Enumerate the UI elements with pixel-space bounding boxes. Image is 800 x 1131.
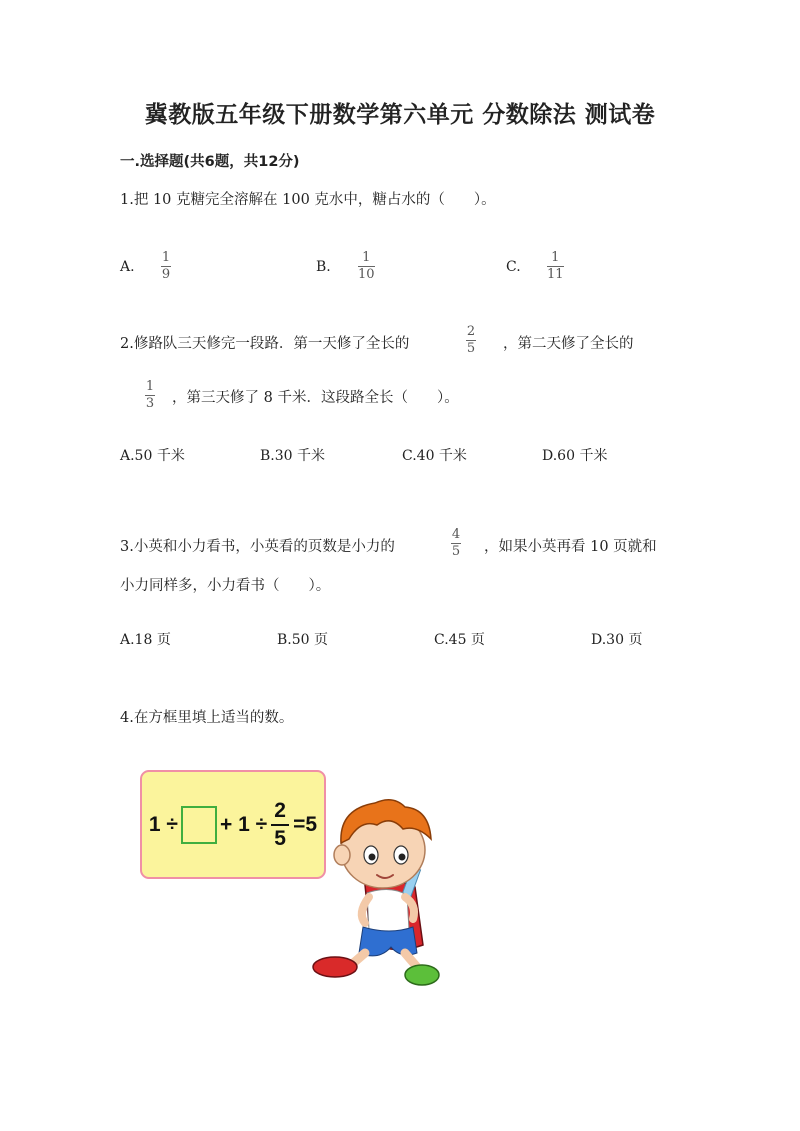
- fraction-denominator: 5: [451, 544, 461, 559]
- q2-fraction-1: [466, 325, 476, 356]
- fraction-denominator: 3: [145, 396, 155, 411]
- expr-part-1: 1 ÷: [148, 812, 178, 836]
- q1-option-c-fraction: [547, 251, 564, 282]
- question-2-text-b: ，第二天修了全长的: [503, 336, 634, 352]
- fraction-numerator: 4: [451, 527, 461, 542]
- boy-illustration: [305, 795, 455, 995]
- q2-option-a: A.50 千米: [120, 448, 185, 464]
- q3-option-d: D.30 页: [591, 632, 643, 648]
- q3-option-a: A.18 页: [120, 632, 171, 648]
- fraction-denominator: 5: [466, 341, 476, 356]
- section-heading: 一.选择题(共6题，共12分): [120, 154, 300, 170]
- question-4-text: 4.在方框里填上适当的数。: [120, 710, 294, 726]
- q1-option-b-fraction: [358, 251, 375, 282]
- q3-option-c: C.45 页: [434, 632, 485, 648]
- question-3-text-b: ，如果小英再看 10 页就和: [484, 539, 657, 555]
- expr-fraction: [271, 800, 289, 850]
- question-3-text-a: 3.小英和小力看书，小英看的页数是小力的: [120, 539, 395, 555]
- q2-option-d: D.60 千米: [542, 448, 608, 464]
- fraction-denominator: 10: [358, 267, 375, 282]
- page-title: 冀教版五年级下册数学第六单元 分数除法 测试卷: [144, 102, 656, 128]
- expr-part-3: =5: [293, 812, 318, 836]
- q1-option-c-label: C.: [506, 259, 521, 275]
- q1-option-a-fraction: [161, 251, 171, 282]
- fraction-numerator: 2: [274, 798, 286, 822]
- fraction-numerator: 1: [161, 250, 171, 265]
- equation-expression: [142, 772, 324, 877]
- q3-fraction: [451, 528, 461, 559]
- q2-fraction-2: [145, 380, 155, 411]
- fraction-numerator: 1: [145, 379, 155, 394]
- question-3-text-c: 小力同样多，小力看书（ ）。: [120, 578, 331, 594]
- answer-box[interactable]: [181, 806, 217, 844]
- q3-option-b: B.50 页: [277, 632, 329, 648]
- fraction-denominator: 9: [161, 267, 171, 282]
- fraction-denominator: 5: [274, 826, 286, 850]
- fraction-denominator: 11: [547, 267, 564, 282]
- q2-option-c: C.40 千米: [402, 448, 467, 464]
- fraction-numerator: 2: [466, 324, 476, 339]
- question-2-text-a: 2.修路队三天修完一段路．第一天修了全长的: [120, 336, 410, 352]
- q1-option-b-label: B.: [316, 259, 331, 275]
- q1-option-a-label: A.: [120, 259, 135, 275]
- expr-part-2: + 1 ÷: [219, 812, 268, 836]
- equation-card: [140, 770, 326, 879]
- q2-option-b: B.30 千米: [260, 448, 326, 464]
- question-1-text: 1.把 10 克糖完全溶解在 100 克水中，糖占水的（ ）。: [120, 192, 496, 208]
- fraction-numerator: 1: [551, 250, 560, 265]
- fraction-numerator: 1: [362, 250, 371, 265]
- question-2-text-c: ，第三天修了 8 千米．这段路全长（ ）。: [172, 390, 459, 406]
